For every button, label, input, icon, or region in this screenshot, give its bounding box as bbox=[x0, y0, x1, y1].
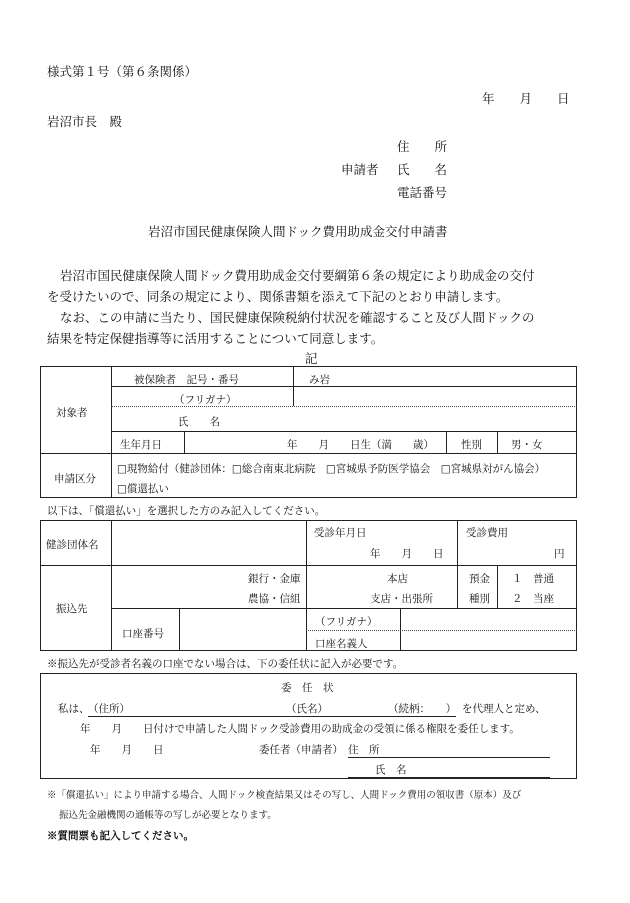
addressee: 岩沼市長 殿 bbox=[47, 114, 123, 129]
applicant-label: 申請者 bbox=[341, 162, 379, 177]
applicant-address-label: 住 所 bbox=[397, 139, 448, 154]
proxy-delegation-text: 年 月 日付けで申請した人間ドック受診費用の助成金の受領に係る権限を委任します。 bbox=[80, 723, 520, 735]
proxy-name-field[interactable] bbox=[258, 701, 374, 717]
paragraph-1-line-1: 岩沼市国民健康保険人間ドック費用助成金交付要綱第６条の規定により助成金の交付 bbox=[60, 268, 535, 283]
account-furigana-label: （フリガナ） bbox=[315, 616, 378, 628]
proxy-delegator-address-label: 住 所 bbox=[348, 744, 380, 756]
subject-label: 対象者 bbox=[56, 407, 88, 419]
kind-label: 種別 bbox=[469, 593, 490, 605]
proxy-delegator-address[interactable] bbox=[348, 742, 550, 758]
proxy-delegator-name-label: 氏 名 bbox=[375, 764, 407, 776]
bank-label: 銀行・金庫 bbox=[248, 573, 301, 585]
sex-label: 性別 bbox=[461, 439, 482, 451]
paragraph-2-line-1: なお、この申請に当たり、国民健康保険税納付状況を確認すること及び人間ドックの bbox=[60, 310, 535, 325]
proxy-name-label: （氏名） bbox=[286, 703, 328, 715]
applicant-phone-label: 電話番号 bbox=[397, 185, 448, 200]
proxy-relation-label: （続柄： ） bbox=[388, 703, 457, 715]
yen-unit: 円 bbox=[554, 548, 565, 560]
visit-date-value[interactable]: 年 月 日 bbox=[370, 548, 444, 560]
proxy-relation-field[interactable] bbox=[374, 701, 456, 717]
ordinary-option[interactable]: １ 普通 bbox=[512, 573, 554, 585]
paragraph-1-line-2: を受けたいので、同条の規定により、関係書類を添えて下記のとおり申請します。 bbox=[47, 289, 509, 304]
proxy-address-label: （住所） bbox=[88, 703, 130, 715]
branch-sub: 支店・出張所 bbox=[370, 593, 433, 605]
footnote-1-line-1: ※「償還払い」により申請する場合、人間ドック検査結果又はその写し、人間ドック費用の領収書（原本）及び bbox=[47, 790, 522, 801]
footnote-1-line-2: 振込先金融機関の通帳等の写しが必要となります。 bbox=[59, 810, 277, 821]
proxy-delegator-label: 委任者（申請者） bbox=[259, 744, 343, 756]
visit-date-label: 受診年月日 bbox=[314, 527, 367, 539]
category-label: 申請区分 bbox=[54, 473, 96, 485]
proxy-note: ※振込先が受診者名義の口座でない場合は、下の委任状に記入が必要です。 bbox=[47, 658, 404, 670]
proxy-prefix: 私は、 bbox=[58, 703, 90, 715]
visit-cost-label: 受診費用 bbox=[466, 527, 508, 539]
paragraph-2-line-2: 結果を特定保健指導等に活用することについて同意します。 bbox=[47, 331, 384, 346]
sex-value[interactable]: 男・女 bbox=[511, 439, 543, 451]
agri-label: 農協・信組 bbox=[248, 593, 301, 605]
reimbursement-note: 以下は、「償還払い」を選択した方のみ記入してください。 bbox=[47, 505, 326, 517]
birth-label: 生年月日 bbox=[120, 439, 162, 451]
current-option[interactable]: ２ 当座 bbox=[512, 593, 554, 605]
proxy-delegator-name[interactable] bbox=[348, 762, 550, 778]
birth-value[interactable]: 年 月 日生（満 歳） bbox=[287, 439, 434, 451]
org-name-label: 健診団体名 bbox=[46, 539, 99, 551]
footnote-2: ※質問票も記入してください。 bbox=[47, 830, 194, 842]
insured-number-label: 被保険者 記号・番号 bbox=[134, 374, 239, 386]
account-holder-label: 口座名義人 bbox=[315, 638, 368, 650]
account-number-label: 口座番号 bbox=[122, 628, 164, 640]
transfer-label: 振込先 bbox=[56, 603, 88, 615]
proxy-address-field[interactable] bbox=[88, 701, 258, 717]
name-label: 氏 名 bbox=[178, 416, 220, 428]
applicant-name-label: 氏 名 bbox=[397, 162, 448, 177]
category-in-kind[interactable]: □現物給付（健診団体：□総合南東北病院 □宮城県予防医学協会 □宮城県対がん協会） bbox=[117, 463, 546, 475]
ki-heading: 記 bbox=[305, 351, 318, 366]
category-reimbursement[interactable]: □償還払い bbox=[117, 483, 169, 495]
proxy-suffix: を代理人と定め、 bbox=[462, 703, 546, 715]
branch-main: 本店 bbox=[387, 573, 408, 585]
page-title: 岩沼市国民健康保険人間ドック費用助成金交付申請書 bbox=[148, 224, 448, 239]
insured-number-value[interactable]: み岩 bbox=[309, 374, 330, 386]
date-line: 年 月 日 bbox=[482, 91, 570, 106]
proxy-title: 委 任 状 bbox=[281, 682, 334, 694]
deposit-label: 預金 bbox=[469, 573, 490, 585]
proxy-date[interactable]: 年 月 日 bbox=[90, 744, 164, 756]
furigana-label: （フリガナ） bbox=[174, 394, 237, 406]
form-number: 様式第１号（第６条関係） bbox=[47, 64, 198, 79]
